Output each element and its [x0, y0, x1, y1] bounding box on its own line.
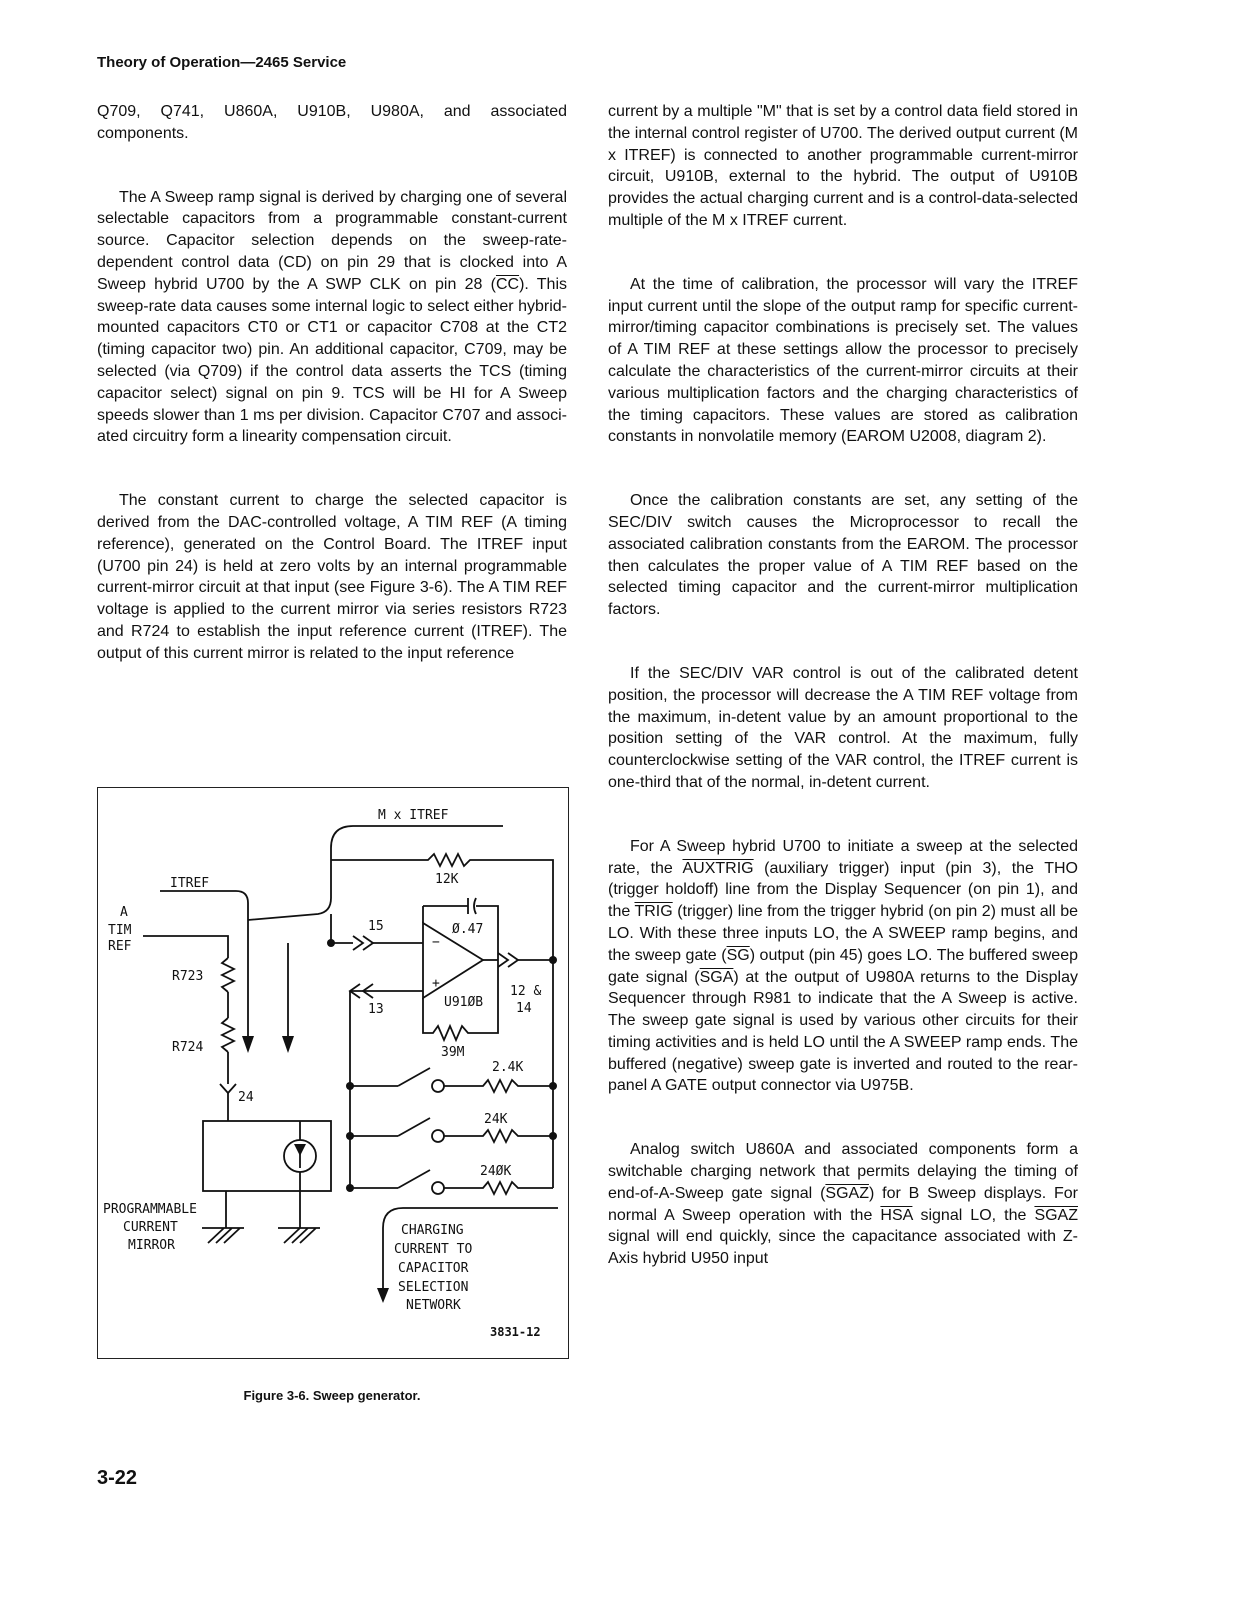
label-plus: +: [432, 976, 440, 991]
overbar-signal: TRIG: [634, 903, 673, 921]
label-m-itref: M x ITREF: [378, 808, 449, 823]
label-r723: R723: [172, 969, 204, 984]
overbar-signal: AUXTRIG: [682, 859, 754, 877]
label-tim: TIM: [108, 923, 132, 938]
paragraph: If the SEC/DIV VAR control is out of the calibrated detent position, the processor will decrease the A TIM REF voltage from the maximum, in-detent value by an amount proportional to the position setting of the VAR control. At the maximum, fully counterclockwise setting of the VAR control, the ITREF current is one-third that of the normal, in-detent current.: [608, 664, 1078, 791]
label-pin15: 15: [368, 919, 384, 934]
label-capacitor: CAPACITOR: [398, 1261, 469, 1276]
paragraph: The constant current to charge the selected capacitor is derived from the DAC-controlled voltage, A TIM REF (A timing reference), generated on the Control Board. The ITREF input (U700 pin 24) is held at zero volts by an internal programmable current-mirror circuit at that input (see Figure 3-6). The A TIM REF voltage is applied to the current mirror via series resistors R723 and R724 to establish the input reference current (ITREF). The output of this current mirror is related to the input reference: [97, 492, 567, 662]
label-pin24: 24: [238, 1090, 254, 1105]
sweep-generator-schematic: [97, 787, 569, 1359]
label-current-to: CURRENT TO: [394, 1242, 473, 1257]
label-24k: 24K: [484, 1112, 508, 1127]
label-u910b: U91ØB: [444, 995, 484, 1010]
label-current: CURRENT: [123, 1220, 178, 1235]
overbar-signal: SGAZ: [825, 1184, 869, 1202]
paragraph: The A Sweep ramp signal is derived by charging one of several selectable capacitors from a programmable constant-current source. Capacitor selection depends on the sweep-rate-dependent control data (CD) on pin 29 that is clocked into A Sweep hybrid U700 by the A SWP CLK on pin 28 $(\overline{CC})$. This sweep-rate data causes some internal logic to select either hybrid-mounted capacitors CT0 or CT1 or capacitor C708 at the CT2 (timing capacitor two) pin. An additional capacitor, C709, may be selected (via Q709) if the control data asserts the TCS (timing capacitor select) signal on pin 9. TCS will be HI for A Sweep speeds slower than 1 ms per division. Capacitor C707 and associ-ated circuitry form a linearity compensation circuit.: [97, 188, 568, 446]
paragraph: Q709, Q741, U860A, U910B, U980A, and associated components.: [97, 103, 567, 142]
label-itref: ITREF: [170, 876, 210, 891]
label-charging: CHARGING: [401, 1223, 464, 1238]
label-12k: 12K: [435, 872, 459, 887]
paragraph: At the time of calibration, the processor will vary the ITREF input current until the slope of the output ramp for specific current-mirror/timing capacitor combinations is precisely set. The values of A TIM REF at these settings allow the processor to precisely calculate the characteristics of the current-mirror circuits at their various multiplication factors and the charging characteristics of the timing capacitors. These values are stored as calibration constants in nonvolatile memory (EAROM U2008, diagram 2).: [608, 275, 1078, 446]
label-network: NETWORK: [406, 1298, 461, 1313]
overbar-signal: $\overline{CC}$: [495, 275, 520, 293]
figure-number: 3831-12: [490, 1325, 541, 1339]
label-r724: R724: [172, 1040, 204, 1055]
overbar-signal: $\overline{SG}$: [726, 946, 750, 964]
figure-caption: Figure 3-6. Sweep generator.: [243, 1388, 421, 1403]
left-column: [97, 101, 567, 707]
paragraph: current by a multiple "M" that is set by a control data field stored in the internal control register of U700. The derived output current (M x ITREF) is connected to another programmable current-mirror circuit, U910B, external to the hybrid. The output of U910B provides the actual charging current and is a control-data-selected multiple of the M x ITREF current.: [608, 103, 1078, 229]
label-minus: −: [432, 935, 440, 950]
label-39m: 39M: [441, 1045, 465, 1060]
label-a: A: [120, 905, 128, 920]
right-column: [608, 101, 1078, 1312]
overbar-signal: SGAZ: [1034, 1206, 1078, 1224]
label-2-4k: 2.4K: [492, 1060, 524, 1075]
label-pin14: 14: [516, 1001, 532, 1016]
schematic-svg: [98, 788, 568, 1358]
label-mirror: MIRROR: [128, 1238, 175, 1253]
label-pin13: 13: [368, 1002, 384, 1017]
overbar-signal: $\overline{SGA}$: [699, 968, 734, 986]
overbar-signal: $\overline{HSA}$: [880, 1206, 913, 1224]
label-ref: REF: [108, 939, 132, 954]
label-240k: 24ØK: [480, 1164, 512, 1179]
paragraph: Once the calibration constants are set, any setting of the SEC/DIV switch causes the Microprocessor to recall the associated calibration constants from the EAROM. The processor then calculates the proper value of A TIM REF based on the selected timing capacitor and the current-mirror multiplication factors.: [608, 492, 1078, 619]
label-pin12: 12 &: [510, 984, 542, 999]
paragraph: Analog switch U860A and associated components form a switchable charging network that permits delaying the timing of end-of-A-Sweep gate signal (SGAZ) for B Sweep displays. For normal A Sweep operation with the $\overline{HSA}$ signal LO, the SGAZ signal will end quickly, since the capacitance associated with Z-Axis hybrid U950 input: [608, 1141, 1078, 1268]
label-selection: SELECTION: [398, 1280, 469, 1295]
running-header: Theory of Operation—2465 Service: [97, 54, 347, 71]
paragraph: For A Sweep hybrid U700 to initiate a sweep at the selected rate, the AUXTRIG (auxiliary trigger) input (pin 3), the THO (trigger holdoff) line from the Display Sequencer (on pin 1), and the TRIG (trigger) line from the trigger hybrid (on pin 2) must all be LO. With these three inputs LO, the A SWEEP ramp begins, and the sweep gate $(\overline{SG})$ output (pin 45) goes LO. The buffered sweep gate signal $(\overline{SGA})$ at the output of U980A returns to the Display Sequencer through R981 to indicate that the A Sweep is active. The sweep gate signal is used by various other circuits for their timing activities and is held LO until the A SWEEP ramp ends. The buffered (negative) sweep gate is inverted and routed to the rear-panel A GATE output connector via U975B.: [608, 837, 1079, 1095]
label-047: Ø.47: [452, 922, 484, 937]
label-programmable: PROGRAMMABLE: [103, 1202, 197, 1217]
page-number: 3-22: [97, 1467, 138, 1489]
